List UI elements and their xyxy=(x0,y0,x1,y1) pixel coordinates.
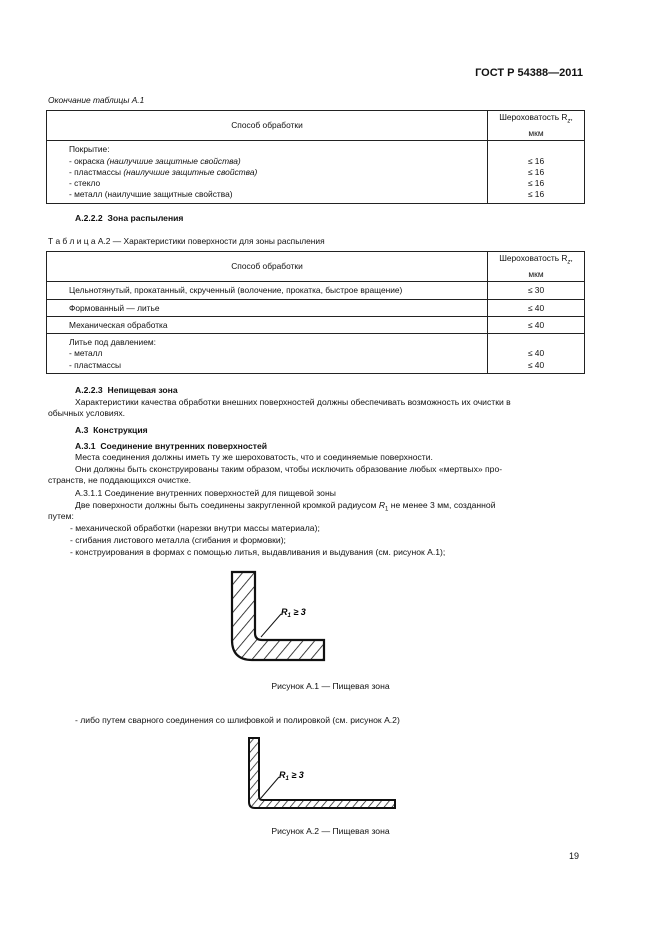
radius-label: $R_1 \ge 3$ xyxy=(281,607,306,619)
section-a311-heading: А.3.1.1 Соединение внутренних поверхностей для пищевой зоны xyxy=(75,488,336,498)
paragraph: Характеристики качества обработки внешних поверхностей должны обеспечивать возможность их очистки в xyxy=(75,397,511,407)
section-number: А.2.2.3 xyxy=(75,385,103,395)
paragraph: Они должны быть сконструированы таким образом, чтобы исключить образование любых «мертвых» про- xyxy=(75,464,503,474)
table1-col2-header xyxy=(488,111,585,141)
leader-line xyxy=(261,614,281,637)
table2-col2-header-sub: z xyxy=(567,259,571,266)
table1-col1-header: Способ обработки xyxy=(47,111,488,141)
paragraph: странств, не поддающихся очистке. xyxy=(48,475,192,485)
table1-header-row xyxy=(47,111,585,141)
table1-value: ≤ 16 xyxy=(527,189,545,200)
table1 xyxy=(46,110,585,204)
table2-header-row xyxy=(47,252,585,282)
section-a31-heading xyxy=(75,441,612,452)
table2-method xyxy=(47,334,488,374)
list-item: - сгибания листового металла (сгибания и формовки); xyxy=(70,535,286,545)
table1-line-text: - металл (наилучшие защитные свойства) xyxy=(69,189,233,200)
section-number: А.3 xyxy=(75,425,89,435)
table1-line xyxy=(69,156,481,167)
table2-value xyxy=(488,334,585,374)
section-title: Соединение внутренних поверхностей xyxy=(100,441,268,451)
table1-line-italic: (наилучшие защитные свойства) xyxy=(106,155,241,166)
table1-line-italic: (наилучшие защитные свойства) xyxy=(123,166,258,177)
table2-value: ≤ 40 xyxy=(488,316,585,333)
table1-value-cell xyxy=(488,141,585,203)
paragraph: Места соединения должны иметь ту же шероховатость, что и соединяемые поверхности. xyxy=(75,452,433,462)
table1-line xyxy=(69,144,481,155)
section-a3-heading xyxy=(75,425,612,436)
table2-col2-header-unit: , мкм xyxy=(528,253,573,279)
figure-a1-drawing xyxy=(225,565,425,668)
figure-a2-drawing xyxy=(243,732,408,812)
table2-method: Формованный — литье xyxy=(47,299,488,316)
radius-label: $R_1 \ge 3$ xyxy=(279,770,304,782)
symbol-sub: 1 xyxy=(385,506,389,513)
leader-line xyxy=(261,777,279,798)
table2-col2-header xyxy=(488,252,585,282)
table1-caption: Окончание таблицы А.1 xyxy=(48,95,145,105)
table1-row-coating xyxy=(47,141,585,203)
table1-line-text: - стекло xyxy=(69,178,101,189)
symbol: R xyxy=(378,500,386,510)
table-row xyxy=(47,334,585,374)
section-title: Зона распыления xyxy=(107,213,184,223)
table1-line xyxy=(69,178,481,189)
page-number: 19 xyxy=(568,851,579,861)
table-row xyxy=(47,316,585,333)
table1-value xyxy=(494,144,578,155)
section-a222-heading xyxy=(75,213,612,224)
hatched-profile xyxy=(249,738,395,808)
table2-line: Литье под давлением: xyxy=(69,337,156,348)
section-title: Конструкция xyxy=(93,425,148,435)
table1-col2-header-text: Шероховатость R xyxy=(499,112,568,122)
table2-value-line: ≤ 40 xyxy=(527,348,545,359)
table1-line xyxy=(69,167,481,178)
table1-col2-header-sub: z xyxy=(567,118,571,125)
table-row xyxy=(47,299,585,316)
table2-line: - пластмассы xyxy=(69,359,122,370)
hatched-profile xyxy=(232,572,324,660)
table2 xyxy=(46,251,585,374)
table2-value-line: ≤ 40 xyxy=(527,359,545,370)
figure-a2-caption: Рисунок А.2 — Пищевая зона xyxy=(271,826,390,836)
table1-line xyxy=(69,189,481,200)
list-item: - конструирования в формах с помощью литья, выдавливания и выдувания (см. рисунок А.1); xyxy=(70,547,446,557)
section-title: Непищевая зона xyxy=(107,385,178,395)
table2-value-line xyxy=(494,337,578,348)
table2-col1-header: Способ обработки xyxy=(47,252,488,282)
list-item: - механической обработки (нарезки внутри массы материала); xyxy=(70,523,320,533)
table2-value: ≤ 40 xyxy=(488,299,585,316)
section-number: А.3.1 xyxy=(75,441,96,451)
section-a223-heading xyxy=(75,385,612,396)
table2-method: Механическая обработка xyxy=(47,316,488,333)
table1-value: ≤ 16 xyxy=(527,155,545,166)
section-number: А.2.2.2 xyxy=(75,213,103,223)
table1-line-text: Покрытие: xyxy=(69,144,110,155)
table1-method-cell xyxy=(47,141,488,203)
text-part: не менее 3 мм, созданной xyxy=(388,500,496,510)
table2-method: Цельнотянутый, прокатанный, скрученный (волочение, прокатка, быстрое вращение) xyxy=(47,282,488,299)
list-item: - либо путем сварного соединения со шлифовкой и полировкой (см. рисунок А.2) xyxy=(75,715,400,725)
table1-line-text: - пластмассы xyxy=(69,166,124,177)
figure-a1-caption: Рисунок А.1 — Пищевая зона xyxy=(271,681,390,691)
table2-value: ≤ 30 xyxy=(488,282,585,299)
table2-caption: Т а б л и ц а А.2 — Характеристики поверхности для зоны распыления xyxy=(48,236,325,246)
table1-line-text: - окраска xyxy=(69,155,107,166)
table1-value: ≤ 16 xyxy=(527,166,545,177)
table1-col2-header-unit: , мкм xyxy=(528,112,573,138)
paragraph: путем: xyxy=(48,511,74,521)
table2-line: - металл xyxy=(69,348,103,359)
table2-col2-header-text: Шероховатость R xyxy=(499,253,568,263)
table1-value: ≤ 16 xyxy=(527,178,545,189)
table-row xyxy=(47,282,585,299)
document-id: ГОСТ Р 54388—2011 xyxy=(475,67,583,79)
paragraph: обычных условиях. xyxy=(48,408,126,418)
text-part: Две поверхности должны быть соединены закругленной кромкой радиусом xyxy=(75,500,379,510)
